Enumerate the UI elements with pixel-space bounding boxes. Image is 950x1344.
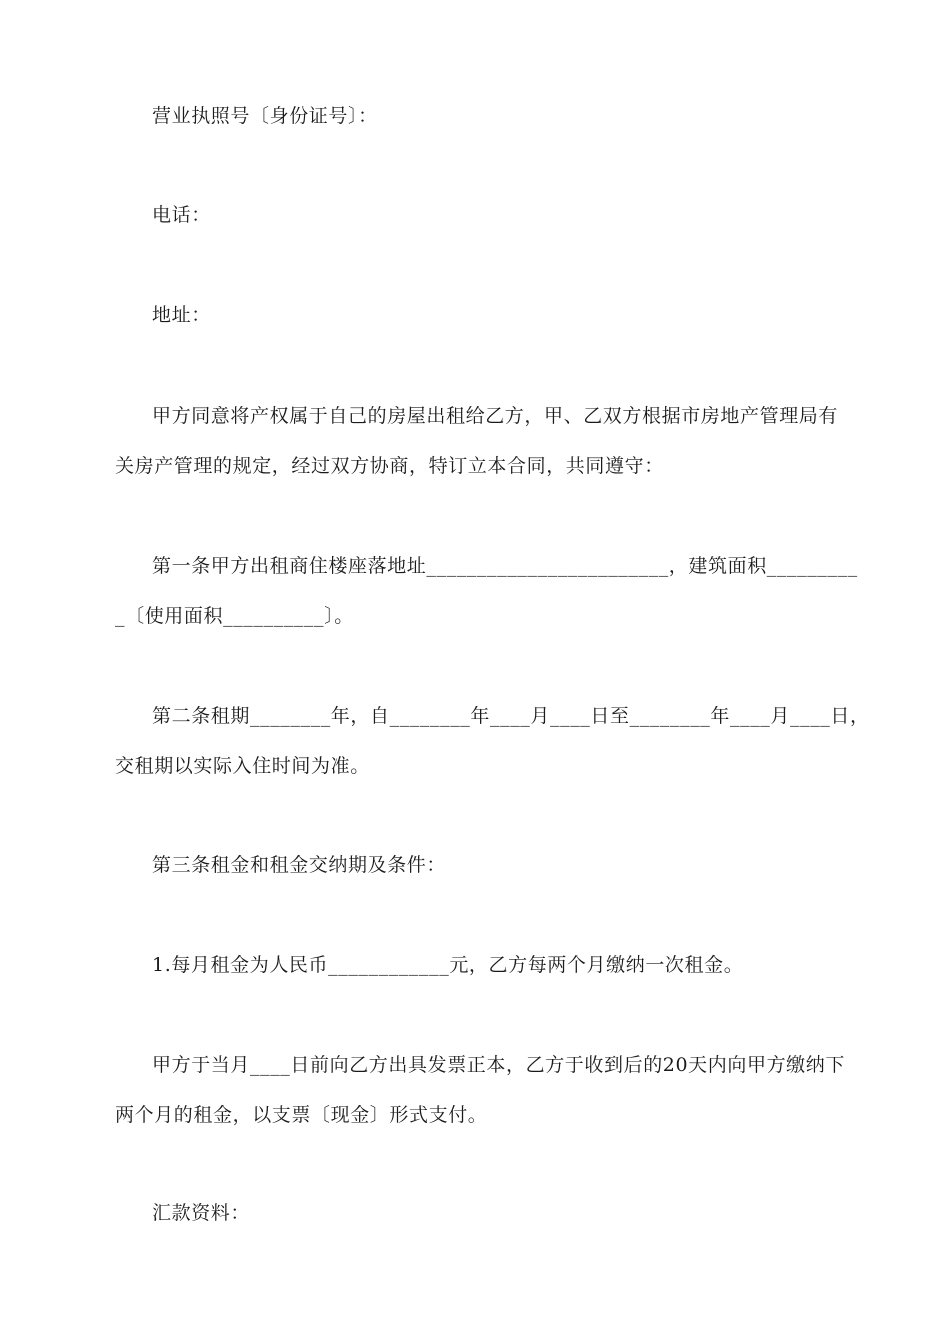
phone-label: 电话： (152, 204, 211, 226)
article-2-line-1: 第二条租期________年，自________年____月____日至________年____月____日， (152, 705, 870, 727)
address-label: 地址： (152, 304, 211, 326)
invoice-clause-line-1: 甲方于当月____日前向乙方出具发票正本，乙方于收到后的20天内向甲方缴纳下 (152, 1054, 845, 1076)
rent-amount-clause: 1.每月租金为人民币____________元，乙方每两个月缴纳一次租金。 (152, 954, 744, 976)
preamble-line-2: 关房产管理的规定，经过双方协商，特订立本合同，共同遵守： (115, 455, 664, 477)
remittance-info-label: 汇款资料： (152, 1202, 251, 1224)
article-2-line-2: 交租期以实际入住时间为准。 (115, 755, 370, 777)
article-3-heading: 第三条租金和租金交纳期及条件： (152, 854, 447, 876)
invoice-clause-line-2: 两个月的租金，以支票〔现金〕形式支付。 (115, 1104, 488, 1126)
article-1-line-1: 第一条甲方出租商住楼座落地址________________________，建筑面积_________ (152, 555, 858, 577)
article-1-line-2: _〔使用面积__________〕。 (115, 605, 354, 627)
business-license-label: 营业执照号〔身份证号〕： (152, 105, 378, 127)
preamble-line-1: 甲方同意将产权属于自己的房屋出租给乙方，甲、乙双方根据市房地产管理局有 (152, 405, 839, 427)
